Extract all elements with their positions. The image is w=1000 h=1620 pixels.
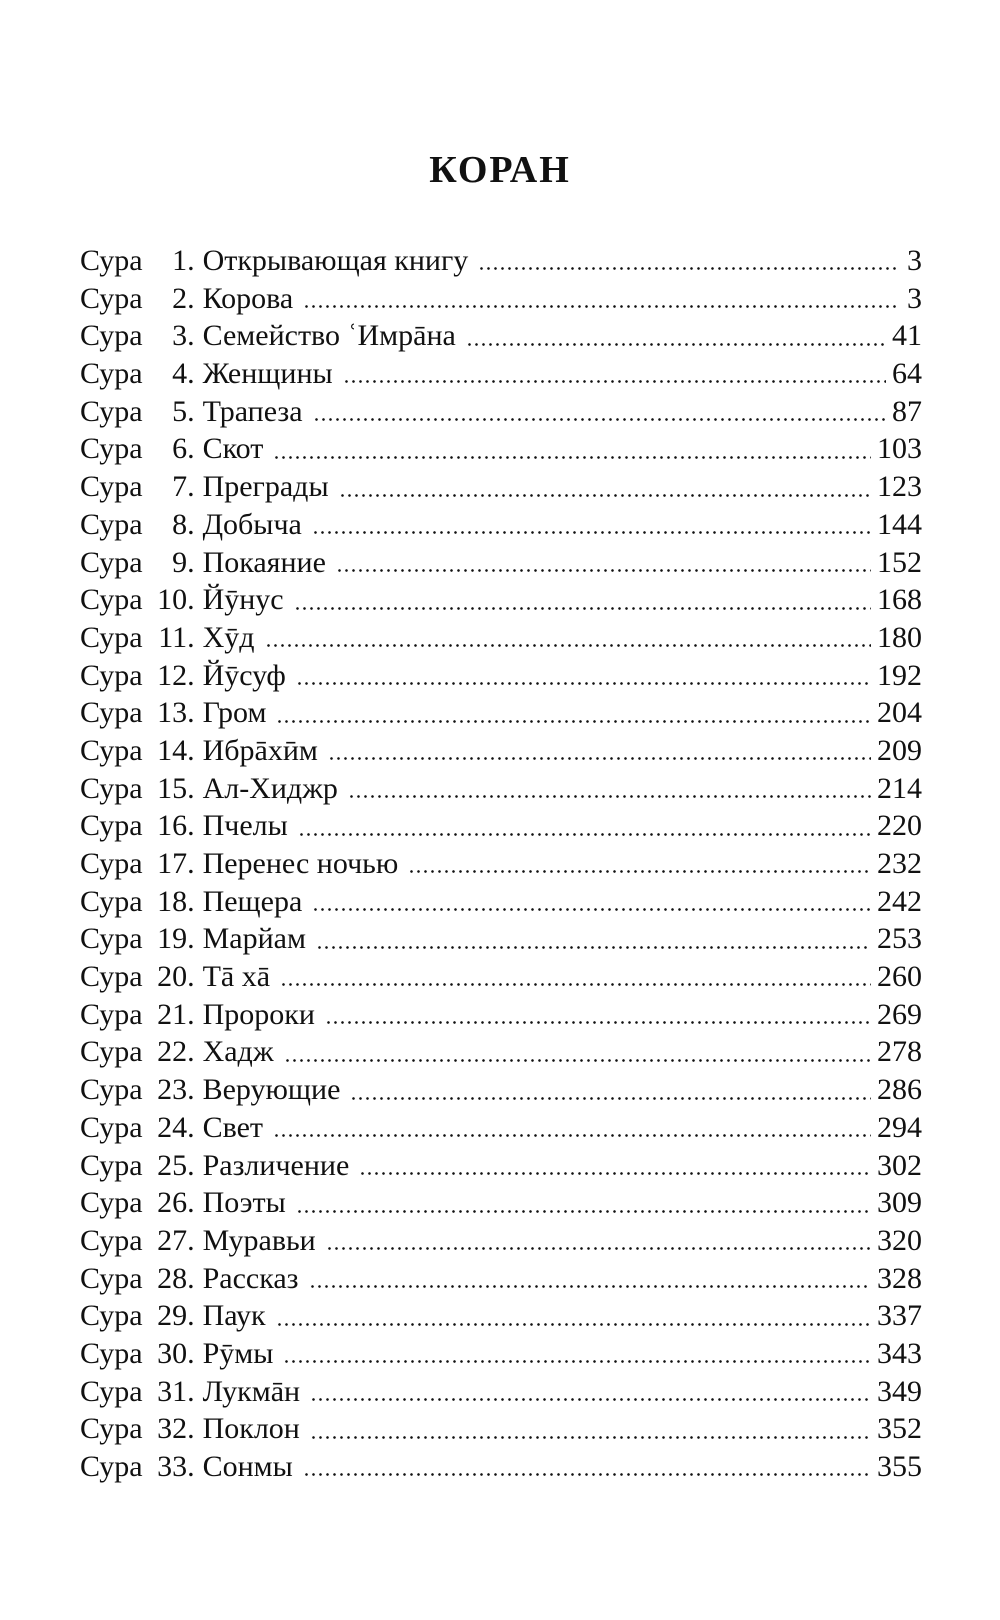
sura-label: Сура: [80, 357, 143, 391]
dot-leader: [313, 393, 886, 423]
sura-name: Лукмāн: [202, 1374, 301, 1408]
sura-name: Гром: [202, 696, 267, 730]
toc-entry: [80, 1182, 922, 1220]
dot-leader: [316, 921, 871, 951]
dot-leader: [310, 1411, 871, 1441]
sura-name: Скот: [202, 432, 264, 466]
sura-label: Сура: [80, 1450, 143, 1483]
sura-name: Рассказ: [202, 1261, 299, 1295]
sura-label: Сура: [80, 470, 143, 504]
sura-name: Добыча: [202, 507, 302, 541]
sura-number: 12 .: [151, 657, 195, 695]
sura-name: Ибрāхӣм: [202, 733, 318, 767]
sura-label: Сура: [80, 1299, 143, 1333]
sura-number: 22 .: [151, 1033, 195, 1071]
page-number: 204: [877, 696, 922, 730]
page-number: 320: [877, 1223, 922, 1257]
sura-name: Марйам: [202, 922, 306, 956]
dot-leader: [350, 1072, 871, 1102]
sura-name: Открывающая книгу: [202, 244, 469, 277]
toc-entry: [80, 730, 922, 768]
toc-entry: [80, 428, 922, 466]
dot-leader: [294, 582, 871, 612]
sura-name: Покаяние: [202, 545, 326, 579]
sura-label: Сура: [80, 319, 143, 353]
sura-number: 30 .: [151, 1335, 195, 1373]
sura-number: 2 .: [151, 280, 195, 318]
page-number: 209: [877, 733, 922, 767]
dot-leader: [408, 845, 871, 875]
sura-label: Сура: [80, 1073, 143, 1107]
toc-entry: [80, 1408, 922, 1446]
dot-leader: [312, 883, 871, 913]
sura-label: Сура: [80, 620, 143, 654]
sura-label: Сура: [80, 583, 143, 617]
sura-label: Сура: [80, 507, 143, 541]
sura-number: 3 .: [151, 317, 195, 355]
sura-name: Женщины: [202, 357, 333, 391]
sura-number: 20 .: [151, 958, 195, 996]
page-number: 294: [877, 1110, 922, 1144]
toc-entry: [80, 1031, 922, 1069]
toc-entry: [80, 1295, 922, 1333]
page-number: 260: [877, 960, 922, 994]
toc-entry: [80, 542, 922, 580]
toc-entry: [80, 353, 922, 391]
toc-entry: [80, 278, 922, 316]
toc-entry: [80, 956, 922, 994]
dot-leader: [336, 544, 871, 574]
sura-label: Сура: [80, 884, 143, 918]
sura-name: Хадж: [202, 1035, 274, 1069]
dot-leader: [303, 1448, 871, 1478]
sura-name: Семейство ʿИмрāна: [202, 319, 456, 353]
dot-leader: [276, 1298, 871, 1328]
dot-leader: [296, 657, 871, 687]
sura-number: 19 .: [151, 920, 195, 958]
sura-number: 21 .: [151, 996, 195, 1034]
page-number: 349: [877, 1374, 922, 1408]
toc-entry: [80, 805, 922, 843]
sura-label: Сура: [80, 733, 143, 767]
page-number: 41: [892, 319, 922, 353]
page-number: 269: [877, 997, 922, 1031]
sura-number: 25 .: [151, 1147, 195, 1185]
sura-name: Сонмы: [202, 1450, 293, 1483]
sura-name: Тā хā: [202, 960, 271, 994]
dot-leader: [339, 469, 871, 499]
dot-leader: [265, 619, 871, 649]
page-number: 103: [877, 432, 922, 466]
sura-number: 9 .: [151, 544, 195, 582]
dot-leader: [312, 506, 871, 536]
page-number: 180: [877, 620, 922, 654]
sura-label: Сура: [80, 696, 143, 730]
sura-label: Сура: [80, 545, 143, 579]
dot-leader: [343, 355, 886, 385]
sura-name: Муравьи: [202, 1223, 316, 1257]
sura-number: 31 .: [151, 1373, 195, 1411]
sura-label: Сура: [80, 1186, 143, 1220]
page-number: 309: [877, 1186, 922, 1220]
sura-label: Сура: [80, 922, 143, 956]
sura-number: 8 .: [151, 506, 195, 544]
dot-leader: [328, 732, 871, 762]
page-number: 123: [877, 470, 922, 504]
page-number: 337: [877, 1299, 922, 1333]
sura-name: Трапеза: [202, 394, 303, 428]
sura-name: Пещера: [202, 884, 303, 918]
toc-entry: [80, 1258, 922, 1296]
sura-number: 13 .: [151, 694, 195, 732]
toc-entry: [80, 1333, 922, 1371]
page-number: 242: [877, 884, 922, 918]
sura-name: Преграды: [202, 470, 329, 504]
sura-name: Ал-Хиджр: [202, 771, 338, 805]
sura-number: 24 .: [151, 1109, 195, 1147]
sura-name: Пророки: [202, 997, 315, 1031]
sura-label: Сура: [80, 1223, 143, 1257]
sura-number: 15 .: [151, 770, 195, 808]
sura-name: Корова: [202, 281, 294, 315]
sura-number: 17 .: [151, 845, 195, 883]
toc-entry: [80, 1069, 922, 1107]
sura-name: Паук: [202, 1299, 266, 1333]
sura-number: 4 .: [151, 355, 195, 393]
dot-leader: [276, 695, 871, 725]
toc-entry: [80, 843, 922, 881]
page-number: 220: [877, 809, 922, 843]
sura-name: Поклон: [202, 1412, 300, 1446]
sura-label: Сура: [80, 809, 143, 843]
dot-leader: [466, 318, 886, 348]
toc-entry: [80, 918, 922, 956]
page-number: 343: [877, 1336, 922, 1370]
sura-name: Верующие: [202, 1073, 341, 1107]
dot-leader: [326, 1222, 871, 1252]
page-number: 192: [877, 658, 922, 692]
toc-entry: [80, 1446, 922, 1484]
page-number: 168: [877, 583, 922, 617]
sura-label: Сура: [80, 658, 143, 692]
toc-entry: [80, 240, 922, 278]
sura-name: Йӯсуф: [202, 658, 286, 692]
dot-leader: [359, 1147, 871, 1177]
dot-leader: [348, 770, 871, 800]
page-number: 232: [877, 847, 922, 880]
page-number: 3: [907, 281, 922, 315]
dot-leader: [284, 1034, 871, 1064]
dot-leader: [298, 808, 871, 838]
sura-label: Сура: [80, 244, 143, 277]
sura-label: Сура: [80, 1148, 143, 1182]
sura-label: Сура: [80, 1261, 143, 1295]
sura-number: 33 .: [151, 1448, 195, 1486]
sura-number: 14 .: [151, 732, 195, 770]
dot-leader: [310, 1373, 871, 1403]
sura-name: Различение: [202, 1148, 350, 1182]
page-number: 278: [877, 1035, 922, 1069]
page-number: 144: [877, 507, 922, 541]
dot-leader: [280, 958, 871, 988]
sura-label: Сура: [80, 1035, 143, 1069]
sura-label: Сура: [80, 1412, 143, 1446]
page-number: 214: [877, 771, 922, 805]
toc-entry: [80, 466, 922, 504]
sura-number: 10 .: [151, 581, 195, 619]
dot-leader: [309, 1260, 872, 1290]
sura-label: Сура: [80, 1374, 143, 1408]
sura-name: Перенес ночью: [202, 847, 399, 880]
dot-leader: [273, 1109, 871, 1139]
sura-label: Сура: [80, 1336, 143, 1370]
sura-number: 1 .: [151, 242, 195, 280]
toc-entry: [80, 391, 922, 429]
page-number: 64: [892, 357, 922, 391]
sura-label: Сура: [80, 281, 143, 315]
sura-label: Сура: [80, 960, 143, 994]
toc-entry: [80, 994, 922, 1032]
page-number: 253: [877, 922, 922, 956]
dot-leader: [325, 996, 871, 1026]
sura-name: Йӯнус: [202, 583, 284, 617]
sura-number: 7 .: [151, 468, 195, 506]
sura-number: 18 .: [151, 883, 195, 921]
toc-entry: [80, 655, 922, 693]
sura-number: 27 .: [151, 1222, 195, 1260]
sura-number: 11 .: [151, 619, 195, 657]
page-number: 286: [877, 1073, 922, 1107]
toc-entry: [80, 881, 922, 919]
sura-label: Сура: [80, 394, 143, 428]
sura-number: 32 .: [151, 1410, 195, 1448]
sura-name: Поэты: [202, 1186, 286, 1220]
toc-entry: [80, 617, 922, 655]
toc-entry: [80, 504, 922, 542]
sura-name: Хӯд: [202, 620, 255, 654]
sura-number: 29 .: [151, 1297, 195, 1335]
page-number: 302: [877, 1148, 922, 1182]
page-title: КОРАН: [429, 149, 571, 192]
toc-entry: [80, 1107, 922, 1145]
sura-number: 6 .: [151, 430, 195, 468]
dot-leader: [303, 280, 896, 310]
sura-number: 16 .: [151, 807, 195, 845]
toc-entry: [80, 1371, 922, 1409]
page-number: 87: [892, 394, 922, 428]
toc-entry: [80, 1145, 922, 1183]
sura-label: Сура: [80, 847, 143, 880]
sura-number: 23 .: [151, 1071, 195, 1109]
sura-label: Сура: [80, 771, 143, 805]
toc-entry: [80, 1220, 922, 1258]
page-number: 3: [907, 244, 922, 277]
dot-leader: [296, 1185, 871, 1215]
page-number: 152: [877, 545, 922, 579]
sura-number: 28 .: [151, 1260, 195, 1298]
dot-leader: [283, 1335, 871, 1365]
sura-name: Пчелы: [202, 809, 288, 843]
toc-entry: [80, 315, 922, 353]
dot-leader: [273, 431, 871, 461]
page-number: 328: [877, 1261, 922, 1295]
sura-number: 5 .: [151, 393, 195, 431]
sura-label: Сура: [80, 432, 143, 466]
sura-name: Рӯмы: [202, 1336, 274, 1370]
toc-entry: [80, 692, 922, 730]
page-number: 355: [877, 1450, 922, 1483]
table-of-contents: [80, 240, 922, 1484]
sura-name: Свет: [202, 1110, 264, 1144]
dot-leader: [478, 242, 896, 272]
sura-label: Сура: [80, 997, 143, 1031]
toc-entry: [80, 579, 922, 617]
page-number: 352: [877, 1412, 922, 1446]
sura-label: Сура: [80, 1110, 143, 1144]
toc-entry: [80, 768, 922, 806]
sura-number: 26 .: [151, 1184, 195, 1222]
